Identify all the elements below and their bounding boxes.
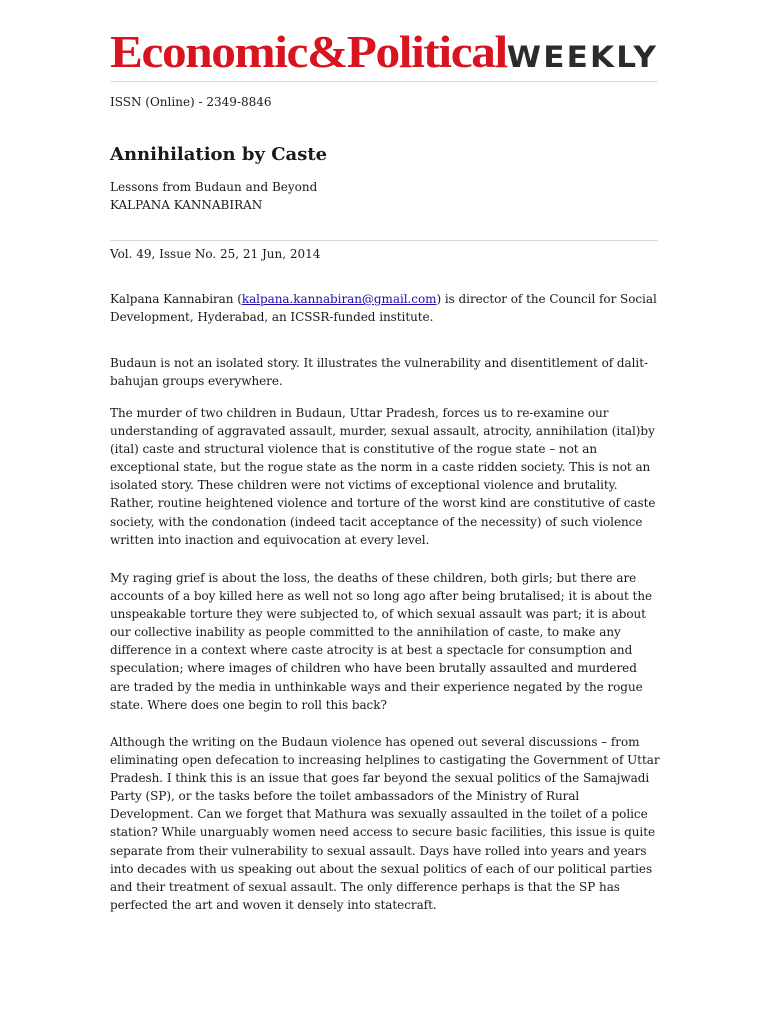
article-author: KALPANA KANNABIRAN bbox=[110, 198, 263, 212]
article-title: Annihilation by Caste bbox=[110, 144, 328, 165]
paragraph-2: The murder of two children in Budaun, Uttar Pradesh, forces us to re-examine our understanding of aggravated assault, murder, sexual assault, atrocity, annihilation (ital)by (ital) caste and structural violence that is constitutive of the rogue state – not an exceptional state, but the rogue state as the norm in a caste ridden society. This is not an isolated story. These children were not victims of exceptional violence and brutality. Rather, routine heightened violence and torture of the worst kind are constitutive of caste society, with the condonation (indeed tacit acceptance of the necessity) of such violence written into inaction and equivocation at every level. bbox=[110, 406, 656, 547]
paragraph-3: My raging grief is about the loss, the deaths of these children, both girls; but there are accounts of a boy killed here as well not so long ago after being brutalised; it is about the unspeakable torture they were subjected to, of which sexual assault was part; it is about our collective inability as people committed to the annihilation of caste, to make any difference in a context where caste atrocity is at best a spectacle for consumption and speculation; where images of children who have been brutally assaulted and murdered are traded by the media in unthinkable ways and their experience negated by the rogue state. Where does one begin to roll this back? bbox=[110, 571, 653, 712]
masthead-economic: Economic bbox=[110, 26, 308, 77]
issn-line: ISSN (Online) - 2349-8846 bbox=[110, 95, 272, 109]
paragraph-1: Budaun is not an isolated story. It illustrates the vulnerability and disentitlement of dalit-bahujan groups everywhere. bbox=[110, 356, 648, 389]
masthead-divider bbox=[110, 81, 658, 82]
author-bio-rest: ) is director of the Council for Social Development, Hyderabad, an ICSSR-funded institute. bbox=[110, 292, 657, 325]
author-email-link[interactable]: kalpana.kannabiran@gmail.com bbox=[241, 292, 437, 306]
masthead-ampersand: & bbox=[307, 26, 347, 77]
article-subtitle: Lessons from Budaun and Beyond bbox=[110, 180, 318, 194]
masthead-logo[interactable] bbox=[110, 28, 698, 76]
author-bio-name: Kalpana Kannabiran ( bbox=[110, 292, 242, 306]
volume-issue-date: Vol. 49, Issue No. 25, 21 Jun, 2014 bbox=[110, 247, 321, 261]
masthead-political: Political bbox=[346, 26, 507, 77]
author-bio bbox=[110, 290, 660, 326]
masthead-weekly: WEEKLY bbox=[506, 40, 659, 74]
header-divider bbox=[110, 240, 658, 241]
paragraph-4: Although the writing on the Budaun violence has opened out several discussions – from eliminating open defecation to increasing helplines to castigating the Government of Uttar Pradesh. I think this is an issue that goes far beyond the sexual politics of the Samajwadi Party (SP), or the tasks before the toilet ambassadors of the Ministry of Rural Development. Can we forget that Mathura was sexually assaulted in the toilet of a police station? While unarguably women need access to secure basic facilities, this issue is quite separate from their vulnerability to sexual assault. Days have rolled into years and years into decades with us speaking out about the sexual politics of each of our political parties and their treatment of sexual assault. The only difference perhaps is that the SP has perfected the art and woven it densely into statecraft. bbox=[110, 735, 660, 912]
